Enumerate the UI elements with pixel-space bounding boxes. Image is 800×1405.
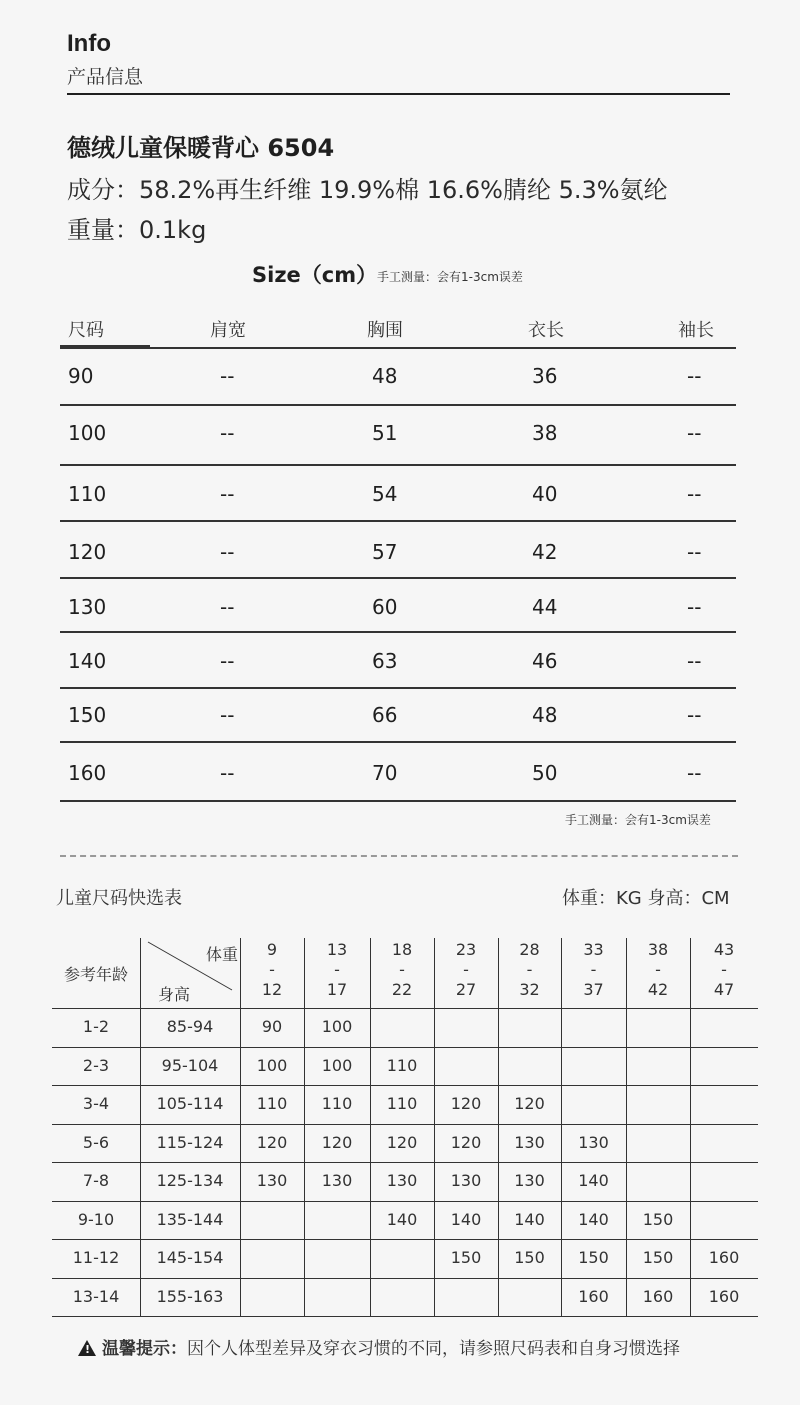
weight-range-end: 12	[261, 980, 283, 999]
table-rule	[60, 741, 736, 743]
size-cell: 150	[514, 1248, 545, 1267]
size-cell: 150	[68, 703, 107, 727]
size-cell: 90	[68, 364, 94, 388]
sleeve-cell: --	[687, 540, 702, 564]
weight-range-end: 22	[391, 980, 413, 999]
length-cell: 50	[532, 761, 558, 785]
length-cell: 40	[532, 482, 558, 506]
weight-range-start: 33	[583, 940, 604, 959]
grid-col-line	[498, 938, 499, 1316]
weight-range-dash: -	[590, 960, 597, 979]
chest-cell: 51	[372, 421, 398, 445]
size-cell: 130	[514, 1132, 545, 1152]
size-cell: 130	[578, 1132, 609, 1152]
product-weight: 重量：0.1kg	[67, 216, 207, 244]
grid-col-line	[690, 938, 691, 1316]
height-axis-label: 身高	[157, 985, 190, 1004]
size-cell: 130	[450, 1171, 482, 1190]
size-cell: 130	[68, 595, 107, 619]
height-cell: 145-154	[156, 1248, 224, 1267]
size-cell: 120	[450, 1132, 482, 1152]
warning-icon	[78, 1340, 96, 1356]
shoulder-cell: --	[220, 364, 235, 388]
shoulder-cell: --	[220, 540, 235, 564]
weight-range-start: 23	[455, 940, 477, 959]
age-cell: 2-3	[82, 1055, 110, 1075]
size-cell: 140	[68, 649, 107, 673]
age-cell: 7-8	[82, 1171, 110, 1190]
size-cell: 110	[386, 1094, 418, 1113]
size-cell: 130	[514, 1171, 545, 1190]
size-cell: 140	[578, 1209, 609, 1229]
grid-row-line	[52, 1124, 758, 1125]
age-cell: 9-10	[77, 1209, 115, 1229]
weight-range-dash: -	[721, 960, 727, 979]
weight-range-start: 43	[713, 940, 735, 959]
length-col-header: 衣长	[528, 320, 564, 341]
table-rule	[60, 520, 736, 522]
length-cell: 48	[532, 703, 558, 727]
size-cell: 150	[642, 1248, 674, 1267]
sleeve-cell: --	[687, 482, 702, 506]
weight-range-start: 18	[391, 940, 413, 959]
size-cell: 100	[321, 1055, 353, 1075]
shoulder-cell: --	[220, 761, 235, 785]
grid-col-line	[626, 938, 627, 1316]
product-composition: 成分：58.2%再生纤维 19.9%棉 16.6%腈纶 5.3%氨纶	[67, 176, 668, 204]
size-cell: 110	[386, 1055, 418, 1075]
sleeve-cell: --	[687, 364, 702, 388]
measurement-note: 手工测量：会有1-3cm误差	[377, 270, 523, 284]
size-cell: 120	[256, 1132, 288, 1152]
size-cell: 140	[578, 1171, 609, 1190]
sleeve-cell: --	[687, 703, 702, 727]
size-cell: 120	[68, 540, 107, 564]
product-name: 德绒儿童保暖背心 6504	[67, 134, 335, 162]
length-cell: 44	[532, 595, 558, 619]
size-cell: 120	[386, 1132, 418, 1152]
sleeve-cell: --	[687, 421, 702, 445]
table-rule	[60, 347, 736, 349]
measurement-note-bottom: 手工测量：会有1-3cm误差	[565, 813, 711, 827]
weight-range-end: 47	[713, 980, 735, 999]
grid-row-line	[52, 1201, 758, 1202]
size-cell: 90	[261, 1017, 283, 1036]
weight-range-dash: -	[526, 960, 533, 979]
shoulder-cell: --	[220, 421, 235, 445]
grid-col-line	[304, 938, 305, 1316]
sleeve-cell: --	[687, 595, 702, 619]
height-cell: 95-104	[161, 1055, 219, 1075]
grid-row-line	[52, 1278, 758, 1279]
section-subtitle: 产品信息	[67, 66, 144, 88]
size-cell: 120	[450, 1094, 482, 1113]
length-cell: 46	[532, 649, 558, 673]
size-cell: 110	[256, 1094, 288, 1113]
size-cell: 110	[68, 482, 107, 506]
size-table-title: Size（cm）	[252, 263, 378, 287]
size-cell: 160	[642, 1286, 674, 1306]
tip-text: 因个人体型差异及穿衣习惯的不同，请参照尺码表和自身习惯选择	[187, 1339, 680, 1359]
size-cell: 160	[708, 1248, 740, 1267]
quick-chart-title: 儿童尺码快选表	[56, 888, 182, 909]
grid-row-line	[52, 1085, 758, 1086]
age-cell: 13-14	[72, 1286, 120, 1306]
size-cell: 100	[256, 1055, 288, 1075]
shoulder-cell: --	[220, 482, 235, 506]
weight-range-end: 32	[519, 980, 540, 999]
size-cell: 120	[514, 1094, 545, 1113]
height-cell: 85-94	[166, 1017, 214, 1036]
weight-range-dash: -	[269, 960, 275, 979]
grid-row-line	[52, 1239, 758, 1240]
table-rule	[60, 800, 736, 802]
height-cell: 125-134	[156, 1171, 224, 1190]
grid-row-line	[52, 1316, 758, 1317]
sleeve-col-header: 袖长	[678, 320, 714, 341]
header-divider	[67, 93, 730, 95]
size-cell: 130	[386, 1171, 418, 1190]
age-cell: 5-6	[82, 1132, 110, 1152]
chest-cell: 57	[372, 540, 398, 564]
size-cell: 160	[708, 1286, 740, 1306]
grid-row-line	[52, 1047, 758, 1048]
size-cell: 130	[321, 1171, 353, 1190]
weight-range-dash: -	[334, 960, 340, 979]
chest-cell: 66	[372, 703, 398, 727]
size-cell: 140	[514, 1209, 545, 1229]
length-cell: 36	[532, 364, 558, 388]
size-cell: 160	[68, 761, 107, 785]
grid-col-line	[140, 938, 141, 1316]
table-rule	[60, 631, 736, 633]
weight-range-end: 27	[455, 980, 477, 999]
size-cell: 140	[450, 1209, 482, 1229]
chest-cell: 60	[372, 595, 398, 619]
weight-range-dash: -	[655, 960, 661, 979]
shoulder-cell: --	[220, 595, 235, 619]
weight-range-start: 28	[519, 940, 540, 959]
shoulder-cell: --	[220, 649, 235, 673]
length-cell: 38	[532, 421, 558, 445]
grid-row-line	[52, 1162, 758, 1163]
quick-chart-units: 体重：KG 身高：CM	[562, 888, 730, 909]
weight-range-start: 9	[266, 940, 278, 959]
size-cell: 150	[450, 1248, 482, 1267]
size-cell: 150	[578, 1248, 609, 1267]
weight-range-start: 13	[326, 940, 348, 959]
dashed-divider	[60, 855, 738, 857]
weight-range-start: 38	[647, 940, 669, 959]
age-cell: 3-4	[82, 1094, 110, 1113]
age-cell: 1-2	[82, 1017, 110, 1036]
weight-axis-label: 体重	[205, 945, 238, 964]
chest-cell: 48	[372, 364, 398, 388]
table-rule	[60, 404, 736, 406]
length-cell: 42	[532, 540, 558, 564]
size-cell: 100	[321, 1017, 353, 1036]
weight-range-dash: -	[463, 960, 469, 979]
table-rule	[60, 687, 736, 689]
age-cell: 11-12	[72, 1248, 120, 1267]
section-title: Info	[67, 30, 111, 57]
chest-col-header: 胸围	[367, 320, 403, 341]
weight-range-end: 37	[583, 980, 604, 999]
shoulder-col-header: 肩宽	[210, 320, 246, 341]
weight-range-end: 42	[647, 980, 669, 999]
header-diagonal	[140, 938, 240, 1008]
shoulder-cell: --	[220, 703, 235, 727]
size-cell: 150	[642, 1209, 674, 1229]
grid-col-line	[434, 938, 435, 1316]
age-col-header: 参考年龄	[63, 965, 128, 984]
height-cell: 105-114	[156, 1094, 224, 1113]
height-cell: 155-163	[156, 1286, 224, 1306]
height-cell: 115-124	[156, 1132, 224, 1152]
size-cell: 140	[386, 1209, 418, 1229]
grid-col-line	[370, 938, 371, 1316]
height-cell: 135-144	[156, 1209, 224, 1229]
size-cell: 130	[256, 1171, 288, 1190]
size-cell: 110	[321, 1094, 353, 1113]
sleeve-cell: --	[687, 761, 702, 785]
size-cell: 100	[68, 421, 107, 445]
size-col-header: 尺码	[68, 320, 104, 341]
chest-cell: 63	[372, 649, 398, 673]
chest-cell: 70	[372, 761, 398, 785]
grid-col-line	[561, 938, 562, 1316]
tip-label: 温馨提示：	[102, 1339, 187, 1359]
grid-col-line	[240, 938, 241, 1316]
weight-range-end: 17	[326, 980, 348, 999]
sleeve-cell: --	[687, 649, 702, 673]
size-cell: 160	[578, 1286, 609, 1306]
table-rule	[60, 577, 736, 579]
table-rule	[60, 464, 736, 466]
size-cell: 120	[321, 1132, 353, 1152]
weight-range-dash: -	[399, 960, 405, 979]
chest-cell: 54	[372, 482, 398, 506]
grid-row-line	[52, 1008, 758, 1009]
tip-line	[78, 1334, 680, 1359]
